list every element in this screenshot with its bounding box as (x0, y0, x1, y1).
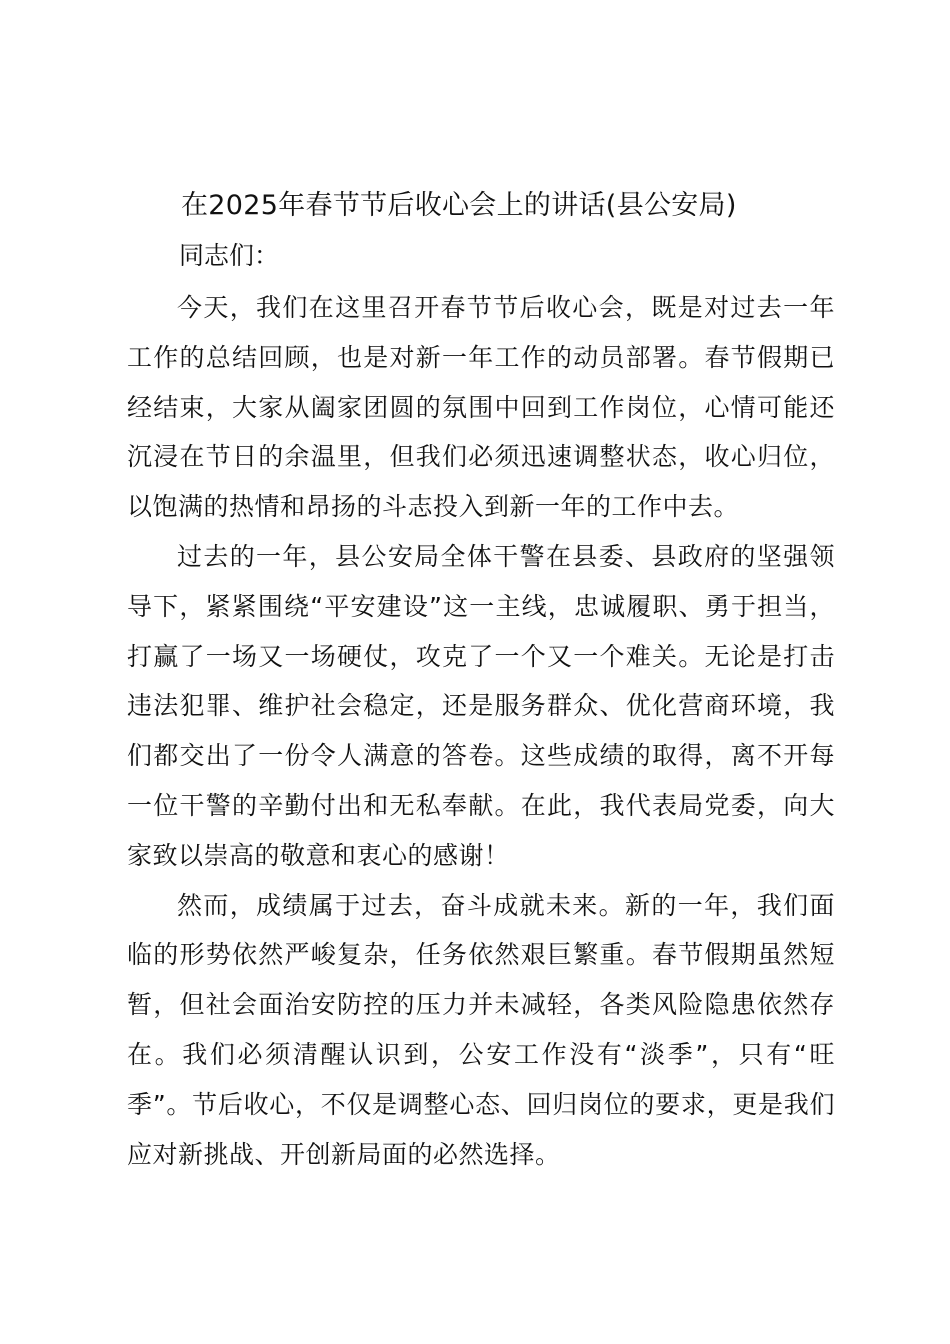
salutation: 同志们： (179, 241, 280, 270)
document-title: 在2025年春节节后收心会上的讲话(县公安局) (181, 190, 737, 221)
document-body (127, 283, 835, 1179)
paragraph-2: 过去的一年，县公安局全体干警在县委、县政府的坚强领导下，紧紧围绕“平安建设”这一主线，忠诚履职、勇于担当，打赢了一场又一场硬仗，攻克了一个又一个难关。无论是打击违法犯罪、维护社会稳定，还是服务群众、优化营商环境，我们都交出了一份令人满意的答卷。这些成绩的取得，离不开每一位干警的辛勤付出和无私奉献。在此，我代表局党委，向大家致以崇高的敬意和衷心的感谢！ (127, 541, 835, 870)
paragraph-3: 然而，成绩属于过去，奋斗成就未来。新的一年，我们面临的形势依然严峻复杂，任务依然艰巨繁重。春节假期虽然短暂，但社会面治安防控的压力并未减轻，各类风险隐患依然存在。我们必须清醒认识到，公安工作没有“淡季”，只有“旺季”。节后收心，不仅是调整心态、回归岗位的要求，更是我们应对新挑战、开创新局面的必然选择。 (127, 890, 835, 1169)
paragraph-1: 今天，我们在这里召开春节节后收心会，既是对过去一年工作的总结回顾，也是对新一年工作的动员部署。春节假期已经结束，大家从阖家团圆的氛围中回到工作岗位，心情可能还沉浸在节日的余温里，但我们必须迅速调整状态，收心归位，以饱满的热情和昂扬的斗志投入到新一年的工作中去。 (127, 293, 835, 522)
